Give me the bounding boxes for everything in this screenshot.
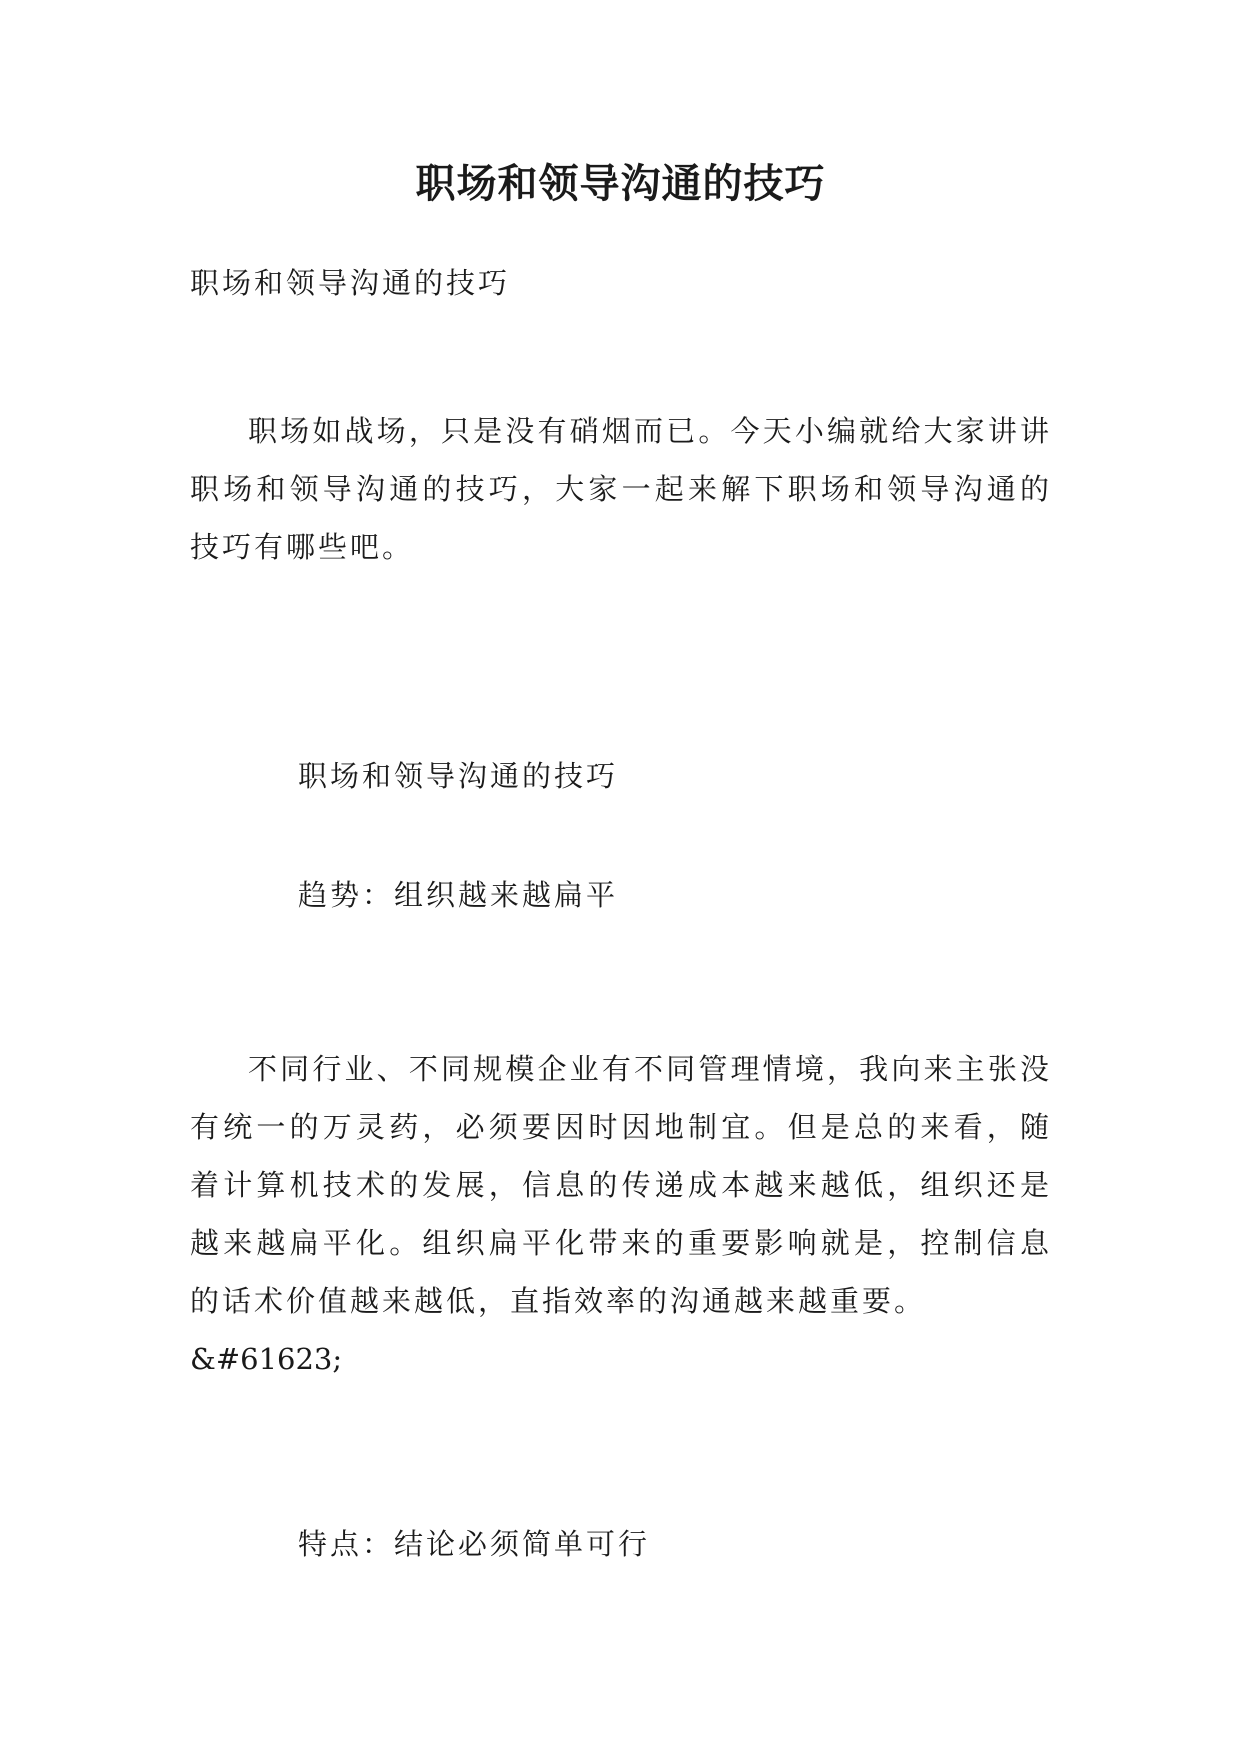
feature-heading: 特点：结论必须简单可行 <box>298 1527 651 1561</box>
stray-entity-text: &#61623; <box>190 1342 343 1376</box>
intro-paragraph: 职场如战场，只是没有硝烟而已。今天小编就给大家讲讲职场和领导沟通的技巧，大家一起来解下职场和领导沟通的技巧有哪些吧。 <box>190 414 1052 564</box>
section-heading: 职场和领导沟通的技巧 <box>298 759 619 793</box>
document-subtitle: 职场和领导沟通的技巧 <box>190 266 511 300</box>
trend-heading: 趋势：组织越来越扁平 <box>298 878 619 912</box>
document-title: 职场和领导沟通的技巧 <box>415 160 826 207</box>
trend-paragraph: 不同行业、不同规模企业有不同管理情境，我向来主张没有统一的万灵药，必须要因时因地制宜。但是总的来看，随着计算机技术的发展，信息的传递成本越来越低，组织还是越来越扁平化。组织扁平化带来的重要影响就是，控制信息的话术价值越来越低，直指效率的沟通越来越重要。 <box>190 1052 1052 1318</box>
